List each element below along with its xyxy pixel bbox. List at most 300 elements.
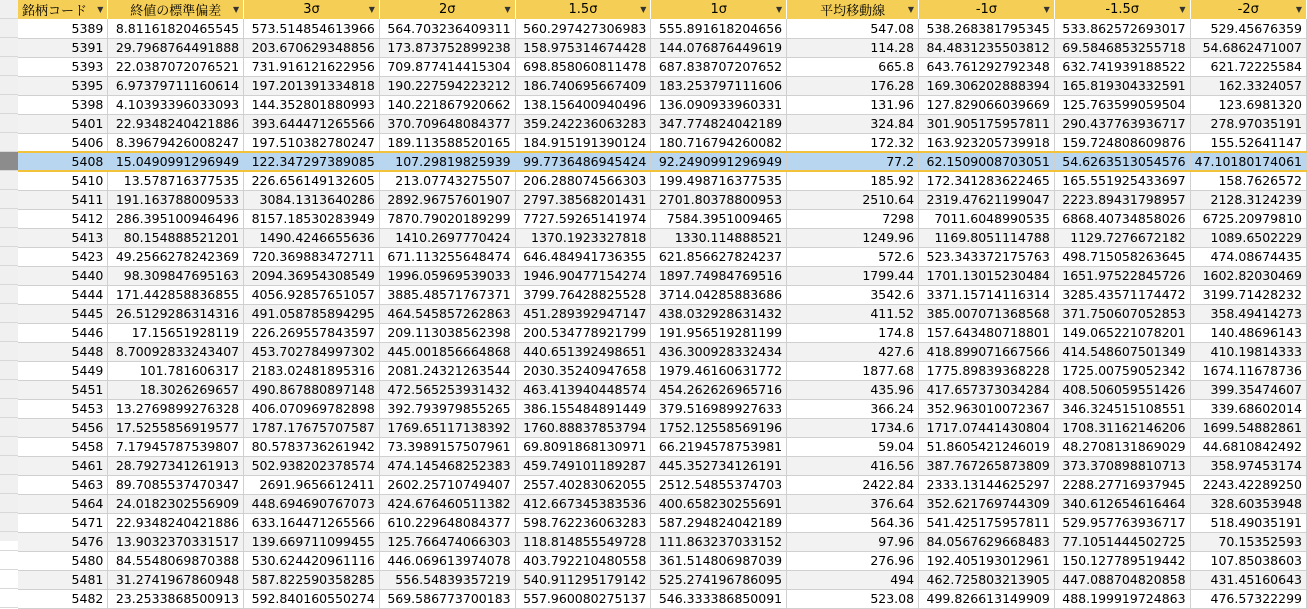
table-cell[interactable]: 371.750607052853 xyxy=(1054,304,1190,323)
table-cell[interactable]: 5412 xyxy=(18,209,108,228)
table-cell[interactable]: 412.667345383536 xyxy=(515,494,651,513)
table-cell[interactable]: 159.724808609876 xyxy=(1054,133,1190,152)
table-cell[interactable]: 370.709648084377 xyxy=(379,114,515,133)
table-cell[interactable]: 448.694690767073 xyxy=(244,494,380,513)
column-header-4[interactable] xyxy=(515,0,651,19)
table-row[interactable] xyxy=(18,361,1307,380)
table-cell[interactable]: 80.5783736261942 xyxy=(244,437,380,456)
table-cell[interactable]: 417.657373034284 xyxy=(919,380,1055,399)
table-cell[interactable]: 1708.31162146206 xyxy=(1054,418,1190,437)
table-cell[interactable]: 564.703236409311 xyxy=(379,19,515,38)
table-cell[interactable]: 22.9348240421886 xyxy=(108,114,244,133)
table-cell[interactable]: 169.306202888394 xyxy=(919,76,1055,95)
row-selector[interactable] xyxy=(0,152,18,171)
table-cell[interactable]: 28.7927341261913 xyxy=(108,456,244,475)
table-cell[interactable]: 373.370898810713 xyxy=(1054,456,1190,475)
table-cell[interactable]: 8157.18530283949 xyxy=(244,209,380,228)
table-cell[interactable]: 632.741939188522 xyxy=(1054,57,1190,76)
table-cell[interactable]: 324.84 xyxy=(787,114,919,133)
row-selector[interactable] xyxy=(0,95,18,114)
table-cell[interactable]: 7.17945787539807 xyxy=(108,437,244,456)
table-cell[interactable]: 47.10180174061 xyxy=(1190,152,1306,171)
table-cell[interactable]: 1490.4246655636 xyxy=(244,228,380,247)
table-cell[interactable]: 5481 xyxy=(18,570,108,589)
row-selector[interactable] xyxy=(0,171,18,190)
table-row[interactable] xyxy=(18,133,1307,152)
table-cell[interactable]: 1799.44 xyxy=(787,266,919,285)
table-cell[interactable]: 403.792210480558 xyxy=(515,551,651,570)
row-selector[interactable] xyxy=(0,342,18,361)
table-cell[interactable]: 1996.05969539033 xyxy=(379,266,515,285)
table-cell[interactable]: 7870.79020189299 xyxy=(379,209,515,228)
table-row[interactable] xyxy=(18,551,1307,570)
table-cell[interactable]: 59.04 xyxy=(787,437,919,456)
table-cell[interactable]: 687.838707207652 xyxy=(651,57,787,76)
table-cell[interactable]: 5480 xyxy=(18,551,108,570)
table-cell[interactable]: 163.923205739918 xyxy=(919,133,1055,152)
table-cell[interactable]: 1760.88837853794 xyxy=(515,418,651,437)
table-cell[interactable]: 339.68602014 xyxy=(1190,399,1306,418)
table-cell[interactable]: 125.763599059504 xyxy=(1054,95,1190,114)
table-cell[interactable]: 491.058785894295 xyxy=(244,304,380,323)
column-header-2[interactable] xyxy=(244,0,380,19)
table-cell[interactable]: 226.269557843597 xyxy=(244,323,380,342)
table-cell[interactable]: 162.3324057 xyxy=(1190,76,1306,95)
table-cell[interactable]: 8.81161820465545 xyxy=(108,19,244,38)
table-cell[interactable]: 6725.20979810 xyxy=(1190,209,1306,228)
column-header-1[interactable] xyxy=(108,0,244,19)
row-selector[interactable] xyxy=(0,228,18,247)
table-cell[interactable]: 184.915191390124 xyxy=(515,133,651,152)
table-cell[interactable]: 3199.71428232 xyxy=(1190,285,1306,304)
table-cell[interactable]: 3799.76428825528 xyxy=(515,285,651,304)
table-cell[interactable]: 49.2566278242369 xyxy=(108,247,244,266)
table-cell[interactable]: 136.090933960331 xyxy=(651,95,787,114)
table-cell[interactable]: 533.862572693017 xyxy=(1054,19,1190,38)
table-cell[interactable]: 1877.68 xyxy=(787,361,919,380)
table-cell[interactable]: 276.96 xyxy=(787,551,919,570)
table-cell[interactable]: 5458 xyxy=(18,437,108,456)
table-cell[interactable]: 1787.17675707587 xyxy=(244,418,380,437)
table-cell[interactable]: 379.516989927633 xyxy=(651,399,787,418)
table-cell[interactable]: 1330.114888521 xyxy=(651,228,787,247)
table-row[interactable] xyxy=(18,323,1307,342)
column-filter-dropdown-icon[interactable]: ▼ xyxy=(232,5,240,14)
table-cell[interactable]: 206.288074566303 xyxy=(515,171,651,190)
table-cell[interactable]: 5395 xyxy=(18,76,108,95)
table-cell[interactable]: 523.08 xyxy=(787,589,919,608)
table-cell[interactable]: 518.49035191 xyxy=(1190,513,1306,532)
table-cell[interactable]: 80.154888521201 xyxy=(108,228,244,247)
table-cell[interactable]: 547.08 xyxy=(787,19,919,38)
column-filter-dropdown-icon[interactable]: ▼ xyxy=(1043,5,1050,14)
table-cell[interactable]: 192.405193012961 xyxy=(919,551,1055,570)
column-filter-dropdown-icon[interactable]: ▼ xyxy=(1179,5,1186,14)
row-selector[interactable] xyxy=(0,399,18,418)
table-cell[interactable]: 186.740695667409 xyxy=(515,76,651,95)
table-cell[interactable]: 328.60353948 xyxy=(1190,494,1306,513)
table-cell[interactable]: 592.840160550274 xyxy=(244,589,380,608)
table-cell[interactable]: 399.35474607 xyxy=(1190,380,1306,399)
table-cell[interactable]: 538.268381795345 xyxy=(919,19,1055,38)
table-cell[interactable]: 406.070969782898 xyxy=(244,399,380,418)
table-row[interactable] xyxy=(18,285,1307,304)
table-cell[interactable]: 97.96 xyxy=(787,532,919,551)
table-cell[interactable]: 474.08674435 xyxy=(1190,247,1306,266)
row-selector[interactable] xyxy=(0,570,18,589)
table-cell[interactable]: 155.52641147 xyxy=(1190,133,1306,152)
table-cell[interactable]: 646.484941736355 xyxy=(515,247,651,266)
row-selector[interactable] xyxy=(0,190,18,209)
table-cell[interactable]: 203.670629348856 xyxy=(244,38,380,57)
table-cell[interactable]: 5446 xyxy=(18,323,108,342)
table-row[interactable] xyxy=(18,228,1307,247)
table-cell[interactable]: 555.891618204656 xyxy=(651,19,787,38)
table-cell[interactable]: 5408 xyxy=(18,152,108,171)
table-cell[interactable]: 462.725803213905 xyxy=(919,570,1055,589)
table-cell[interactable]: 98.309847695163 xyxy=(108,266,244,285)
table-cell[interactable]: 172.32 xyxy=(787,133,919,152)
table-cell[interactable]: 150.127789519442 xyxy=(1054,551,1190,570)
row-selector[interactable] xyxy=(0,114,18,133)
table-cell[interactable]: 5453 xyxy=(18,399,108,418)
table-cell[interactable]: 2333.13144625297 xyxy=(919,475,1055,494)
table-cell[interactable]: 172.341283622465 xyxy=(919,171,1055,190)
table-cell[interactable]: 3285.43571174472 xyxy=(1054,285,1190,304)
table-cell[interactable]: 1249.96 xyxy=(787,228,919,247)
table-cell[interactable]: 149.065221078201 xyxy=(1054,323,1190,342)
table-cell[interactable]: 3714.04285883686 xyxy=(651,285,787,304)
table-cell[interactable]: 84.4831235503812 xyxy=(919,38,1055,57)
table-cell[interactable]: 51.8605421246019 xyxy=(919,437,1055,456)
table-cell[interactable]: 180.716794260082 xyxy=(651,133,787,152)
table-cell[interactable]: 48.2708131869029 xyxy=(1054,437,1190,456)
table-cell[interactable]: 8.39679426008247 xyxy=(108,133,244,152)
table-cell[interactable]: 386.155484891449 xyxy=(515,399,651,418)
table-cell[interactable]: 31.2741967860948 xyxy=(108,570,244,589)
table-row[interactable] xyxy=(18,114,1307,133)
table-cell[interactable]: 5445 xyxy=(18,304,108,323)
row-selector[interactable] xyxy=(0,76,18,95)
table-cell[interactable]: 111.863237033152 xyxy=(651,532,787,551)
table-cell[interactable]: 408.506059551426 xyxy=(1054,380,1190,399)
table-cell[interactable]: 62.1509008703051 xyxy=(919,152,1055,171)
table-cell[interactable]: 5464 xyxy=(18,494,108,513)
table-cell[interactable]: 5456 xyxy=(18,418,108,437)
table-cell[interactable]: 540.911295179142 xyxy=(515,570,651,589)
table-cell[interactable]: 5476 xyxy=(18,532,108,551)
row-selector[interactable] xyxy=(0,323,18,342)
table-cell[interactable]: 488.199919724863 xyxy=(1054,589,1190,608)
table-cell[interactable]: 158.7626572 xyxy=(1190,171,1306,190)
table-cell[interactable]: 140.48696143 xyxy=(1190,323,1306,342)
table-cell[interactable]: 463.413940448574 xyxy=(515,380,651,399)
table-row[interactable] xyxy=(18,456,1307,475)
table-cell[interactable]: 498.715058263645 xyxy=(1054,247,1190,266)
table-cell[interactable]: 13.9032370331517 xyxy=(108,532,244,551)
table-cell[interactable]: 144.076876449619 xyxy=(651,38,787,57)
table-cell[interactable]: 199.498716377535 xyxy=(651,171,787,190)
table-cell[interactable]: 610.229648084377 xyxy=(379,513,515,532)
table-cell[interactable]: 502.938202378574 xyxy=(244,456,380,475)
table-cell[interactable]: 410.19814333 xyxy=(1190,342,1306,361)
table-cell[interactable]: 278.97035191 xyxy=(1190,114,1306,133)
table-cell[interactable]: 352.621769744309 xyxy=(919,494,1055,513)
table-cell[interactable]: 451.289392947147 xyxy=(515,304,651,323)
table-cell[interactable]: 416.56 xyxy=(787,456,919,475)
table-cell[interactable]: 191.163788009533 xyxy=(108,190,244,209)
table-cell[interactable]: 13.2769899276328 xyxy=(108,399,244,418)
table-cell[interactable]: 8.70092833243407 xyxy=(108,342,244,361)
column-filter-dropdown-icon[interactable]: ▼ xyxy=(907,5,915,14)
table-cell[interactable]: 5451 xyxy=(18,380,108,399)
table-cell[interactable]: 5461 xyxy=(18,456,108,475)
table-cell[interactable]: 453.702784997302 xyxy=(244,342,380,361)
table-cell[interactable]: 436.300928332434 xyxy=(651,342,787,361)
table-cell[interactable]: 424.676460511382 xyxy=(379,494,515,513)
table-cell[interactable]: 17.15651928119 xyxy=(108,323,244,342)
table-cell[interactable]: 174.8 xyxy=(787,323,919,342)
table-cell[interactable]: 1734.6 xyxy=(787,418,919,437)
table-cell[interactable]: 1089.6502229 xyxy=(1190,228,1306,247)
table-cell[interactable]: 5398 xyxy=(18,95,108,114)
table-row[interactable] xyxy=(18,589,1307,608)
table-cell[interactable]: 474.145468252383 xyxy=(379,456,515,475)
table-cell[interactable]: 13.578716377535 xyxy=(108,171,244,190)
table-cell[interactable]: 5389 xyxy=(18,19,108,38)
row-selector[interactable] xyxy=(0,38,18,57)
table-cell[interactable]: 209.113038562398 xyxy=(379,323,515,342)
table-cell[interactable]: 6.97379711160614 xyxy=(108,76,244,95)
table-cell[interactable]: 73.3989157507961 xyxy=(379,437,515,456)
table-cell[interactable]: 1769.65117138392 xyxy=(379,418,515,437)
table-cell[interactable]: 5413 xyxy=(18,228,108,247)
column-header-5[interactable] xyxy=(651,0,787,19)
table-cell[interactable]: 665.8 xyxy=(787,57,919,76)
table-cell[interactable]: 2701.80378800953 xyxy=(651,190,787,209)
table-cell[interactable]: 2288.27716937945 xyxy=(1054,475,1190,494)
table-cell[interactable]: 446.069613974078 xyxy=(379,551,515,570)
column-header-6[interactable] xyxy=(787,0,919,19)
table-cell[interactable]: 560.297427306983 xyxy=(515,19,651,38)
table-cell[interactable]: 671.113255648474 xyxy=(379,247,515,266)
table-cell[interactable]: 529.45676359 xyxy=(1190,19,1306,38)
table-cell[interactable]: 5448 xyxy=(18,342,108,361)
table-cell[interactable]: 359.242236063283 xyxy=(515,114,651,133)
table-cell[interactable]: 122.347297389085 xyxy=(244,152,380,171)
column-header-8[interactable] xyxy=(1054,0,1190,19)
table-cell[interactable]: 176.28 xyxy=(787,76,919,95)
table-cell[interactable]: 5401 xyxy=(18,114,108,133)
table-cell[interactable]: 69.8091868130971 xyxy=(515,437,651,456)
table-cell[interactable]: 494 xyxy=(787,570,919,589)
table-cell[interactable]: 352.963010072367 xyxy=(919,399,1055,418)
table-cell[interactable]: 2223.89431798957 xyxy=(1054,190,1190,209)
table-cell[interactable]: 24.0182302556909 xyxy=(108,494,244,513)
table-cell[interactable]: 17.5255856919577 xyxy=(108,418,244,437)
table-cell[interactable]: 447.088704820858 xyxy=(1054,570,1190,589)
table-cell[interactable]: 286.395100946496 xyxy=(108,209,244,228)
column-header-3[interactable] xyxy=(379,0,515,19)
table-cell[interactable]: 1717.07441430804 xyxy=(919,418,1055,437)
table-cell[interactable]: 2691.9656612411 xyxy=(244,475,380,494)
row-selector[interactable] xyxy=(0,133,18,152)
table-cell[interactable]: 525.274196786095 xyxy=(651,570,787,589)
table-cell[interactable]: 54.6263513054576 xyxy=(1054,152,1190,171)
table-cell[interactable]: 720.369883472711 xyxy=(244,247,380,266)
table-cell[interactable]: 523.343372175763 xyxy=(919,247,1055,266)
table-cell[interactable]: 2602.25710749407 xyxy=(379,475,515,494)
table-cell[interactable]: 18.3026269657 xyxy=(108,380,244,399)
table-cell[interactable]: 7011.6048990535 xyxy=(919,209,1055,228)
table-row[interactable] xyxy=(18,475,1307,494)
table-cell[interactable]: 587.822590358285 xyxy=(244,570,380,589)
table-cell[interactable]: 376.64 xyxy=(787,494,919,513)
table-cell[interactable]: 541.425175957811 xyxy=(919,513,1055,532)
table-cell[interactable]: 123.6981320 xyxy=(1190,95,1306,114)
table-cell[interactable]: 3885.48571767371 xyxy=(379,285,515,304)
table-cell[interactable]: 400.658230255691 xyxy=(651,494,787,513)
table-cell[interactable]: 1602.82030469 xyxy=(1190,266,1306,285)
table-cell[interactable]: 125.766474066303 xyxy=(379,532,515,551)
table-cell[interactable]: 3542.6 xyxy=(787,285,919,304)
table-cell[interactable]: 5444 xyxy=(18,285,108,304)
table-row[interactable] xyxy=(18,38,1307,57)
table-cell[interactable]: 358.49414273 xyxy=(1190,304,1306,323)
table-cell[interactable]: 1946.90477154274 xyxy=(515,266,651,285)
table-cell[interactable]: 191.956519281199 xyxy=(651,323,787,342)
column-filter-dropdown-icon[interactable]: ▼ xyxy=(504,5,511,14)
table-row[interactable] xyxy=(18,418,1307,437)
table-cell[interactable]: 529.957763936717 xyxy=(1054,513,1190,532)
table-cell[interactable]: 3084.1313640286 xyxy=(244,190,380,209)
table-cell[interactable]: 84.5548069870388 xyxy=(108,551,244,570)
row-selector[interactable] xyxy=(0,494,18,513)
table-cell[interactable]: 387.767265873809 xyxy=(919,456,1055,475)
table-row[interactable] xyxy=(18,266,1307,285)
table-cell[interactable]: 118.814855549728 xyxy=(515,532,651,551)
table-cell[interactable]: 197.510382780247 xyxy=(244,133,380,152)
table-cell[interactable]: 1674.11678736 xyxy=(1190,361,1306,380)
table-cell[interactable]: 66.2194578753981 xyxy=(651,437,787,456)
table-cell[interactable]: 107.29819825939 xyxy=(379,152,515,171)
row-selector[interactable] xyxy=(0,589,18,608)
table-cell[interactable]: 643.761292792348 xyxy=(919,57,1055,76)
table-cell[interactable]: 22.9348240421886 xyxy=(108,513,244,532)
table-cell[interactable]: 7584.3951009465 xyxy=(651,209,787,228)
table-row[interactable] xyxy=(18,532,1307,551)
row-selector[interactable] xyxy=(0,304,18,323)
table-cell[interactable]: 435.96 xyxy=(787,380,919,399)
table-cell[interactable]: 1699.54882861 xyxy=(1190,418,1306,437)
table-cell[interactable]: 427.6 xyxy=(787,342,919,361)
row-selector[interactable] xyxy=(0,57,18,76)
row-selector[interactable] xyxy=(0,513,18,532)
table-cell[interactable]: 301.905175957811 xyxy=(919,114,1055,133)
table-row[interactable] xyxy=(18,19,1307,38)
table-cell[interactable]: 54.6862471007 xyxy=(1190,38,1306,57)
table-cell[interactable]: 557.960080275137 xyxy=(515,589,651,608)
table-cell[interactable]: 2243.42289250 xyxy=(1190,475,1306,494)
table-cell[interactable]: 347.774824042189 xyxy=(651,114,787,133)
row-selector[interactable] xyxy=(0,247,18,266)
table-cell[interactable]: 346.324515108551 xyxy=(1054,399,1190,418)
table-cell[interactable]: 1725.00759052342 xyxy=(1054,361,1190,380)
table-cell[interactable]: 290.437763936717 xyxy=(1054,114,1190,133)
table-cell[interactable]: 564.36 xyxy=(787,513,919,532)
table-cell[interactable]: 2081.24321263544 xyxy=(379,361,515,380)
table-row[interactable] xyxy=(18,76,1307,95)
table-cell[interactable]: 2030.35240947658 xyxy=(515,361,651,380)
table-cell[interactable]: 183.253797111606 xyxy=(651,76,787,95)
table-cell[interactable]: 556.54839357219 xyxy=(379,570,515,589)
table-cell[interactable]: 5410 xyxy=(18,171,108,190)
table-cell[interactable]: 189.113588520165 xyxy=(379,133,515,152)
row-selector[interactable] xyxy=(0,475,18,494)
table-cell[interactable]: 472.565253931432 xyxy=(379,380,515,399)
table-cell[interactable]: 173.873752899238 xyxy=(379,38,515,57)
column-header-7[interactable] xyxy=(919,0,1055,19)
table-cell[interactable]: 5391 xyxy=(18,38,108,57)
table-cell[interactable]: 2183.02481895316 xyxy=(244,361,380,380)
row-selector[interactable] xyxy=(0,380,18,399)
table-cell[interactable]: 598.762236063283 xyxy=(515,513,651,532)
column-filter-dropdown-icon[interactable]: ▼ xyxy=(640,5,647,14)
table-cell[interactable]: 385.007071368568 xyxy=(919,304,1055,323)
table-cell[interactable]: 2557.40283062055 xyxy=(515,475,651,494)
table-cell[interactable]: 459.749101189287 xyxy=(515,456,651,475)
table-cell[interactable]: 5482 xyxy=(18,589,108,608)
table-cell[interactable]: 1410.2697770424 xyxy=(379,228,515,247)
table-cell[interactable]: 546.333386850091 xyxy=(651,589,787,608)
table-cell[interactable]: 5393 xyxy=(18,57,108,76)
table-cell[interactable]: 411.52 xyxy=(787,304,919,323)
table-cell[interactable]: 2128.3124239 xyxy=(1190,190,1306,209)
table-cell[interactable]: 431.45160643 xyxy=(1190,570,1306,589)
table-cell[interactable]: 438.032928631432 xyxy=(651,304,787,323)
table-row[interactable] xyxy=(18,342,1307,361)
table-row[interactable] xyxy=(18,57,1307,76)
table-cell[interactable]: 393.644471265566 xyxy=(244,114,380,133)
table-cell[interactable]: 190.227594223212 xyxy=(379,76,515,95)
table-cell[interactable]: 476.57322299 xyxy=(1190,589,1306,608)
table-cell[interactable]: 392.793979855265 xyxy=(379,399,515,418)
table-cell[interactable]: 445.352734126191 xyxy=(651,456,787,475)
table-cell[interactable]: 1897.74984769516 xyxy=(651,266,787,285)
table-cell[interactable]: 445.001856664868 xyxy=(379,342,515,361)
table-cell[interactable]: 140.221867920662 xyxy=(379,95,515,114)
table-cell[interactable]: 26.5129286314316 xyxy=(108,304,244,323)
row-selector[interactable] xyxy=(0,361,18,380)
table-cell[interactable]: 454.262626965716 xyxy=(651,380,787,399)
table-cell[interactable]: 92.2490991296949 xyxy=(651,152,787,171)
table-cell[interactable]: 1701.13015230484 xyxy=(919,266,1055,285)
table-cell[interactable]: 5471 xyxy=(18,513,108,532)
table-row[interactable] xyxy=(18,570,1307,589)
table-cell[interactable]: 572.6 xyxy=(787,247,919,266)
column-filter-dropdown-icon[interactable]: ▼ xyxy=(97,5,104,14)
table-cell[interactable]: 138.156400940496 xyxy=(515,95,651,114)
table-cell[interactable]: 1169.8051114788 xyxy=(919,228,1055,247)
table-cell[interactable]: 2797.38568201431 xyxy=(515,190,651,209)
table-cell[interactable]: 114.28 xyxy=(787,38,919,57)
table-cell[interactable]: 15.0490991296949 xyxy=(108,152,244,171)
row-selector[interactable] xyxy=(0,285,18,304)
table-cell[interactable]: 131.96 xyxy=(787,95,919,114)
column-filter-dropdown-icon[interactable]: ▼ xyxy=(775,5,783,14)
table-cell[interactable]: 698.858060811478 xyxy=(515,57,651,76)
table-cell[interactable]: 77.2 xyxy=(787,152,919,171)
